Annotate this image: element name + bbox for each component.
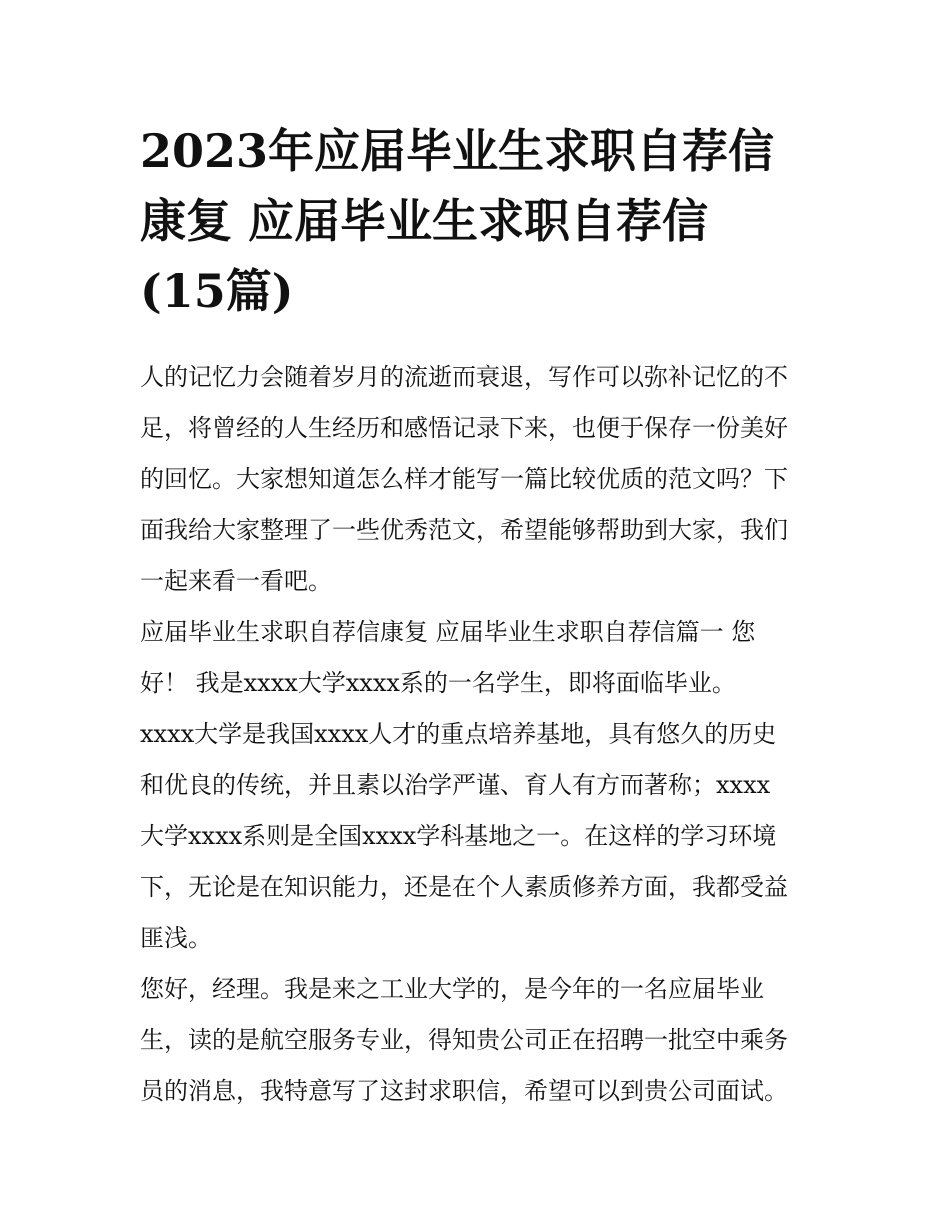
text-line: 应届毕业生求职自荐信康复 应届毕业生求职自荐信篇一 您 (140, 618, 756, 646)
text-line: 的回忆。大家想知道怎么样才能写一篇比较优质的范文吗？下 (140, 465, 788, 493)
text-line: 面我给大家整理了一些优秀范文，希望能够帮助到大家，我们 (140, 516, 788, 544)
text-line: 和优良的传统，并且素以治学严谨、育人有方而著称；xxxx (140, 771, 771, 799)
document-body (140, 352, 830, 1117)
text-line: 员的消息，我特意写了这封求职信，希望可以到贵公司面试。 (140, 1077, 788, 1105)
text-line: 您好，经理。我是来之工业大学的，是今年的一名应届毕业 (140, 975, 764, 1003)
text-line: xxxx大学是我国xxxx人才的重点培养基地，具有悠久的历史 (140, 720, 777, 748)
text-line: 匪浅。 (140, 924, 212, 952)
title-line: 康复 应届毕业生求职自荐信 (140, 194, 709, 248)
text-line: 大学xxxx系则是全国xxxx学科基地之一。在这样的学习环境 (140, 822, 777, 850)
document-title (140, 116, 830, 326)
intro-paragraph (140, 352, 830, 607)
text-line: 好！ 我是xxxx大学xxxx系的一名学生，即将面临毕业。 (140, 669, 736, 697)
letter-one-paragraph (140, 607, 830, 964)
text-line: 生，读的是航空服务专业，得知贵公司正在招聘一批空中乘务 (140, 1026, 788, 1054)
text-line: 足，将曾经的人生经历和感悟记录下来，也便于保存一份美好 (140, 414, 788, 442)
title-line: (15篇) (140, 264, 294, 318)
text-line: 人的记忆力会随着岁月的流逝而衰退，写作可以弥补记忆的不 (140, 363, 788, 391)
title-line: 2023年应届毕业生求职自荐信 (140, 124, 775, 178)
text-line: 下，无论是在知识能力，还是在个人素质修养方面，我都受益 (140, 873, 788, 901)
letter-two-paragraph (140, 964, 830, 1117)
text-line: 一起来看一看吧。 (140, 567, 332, 595)
